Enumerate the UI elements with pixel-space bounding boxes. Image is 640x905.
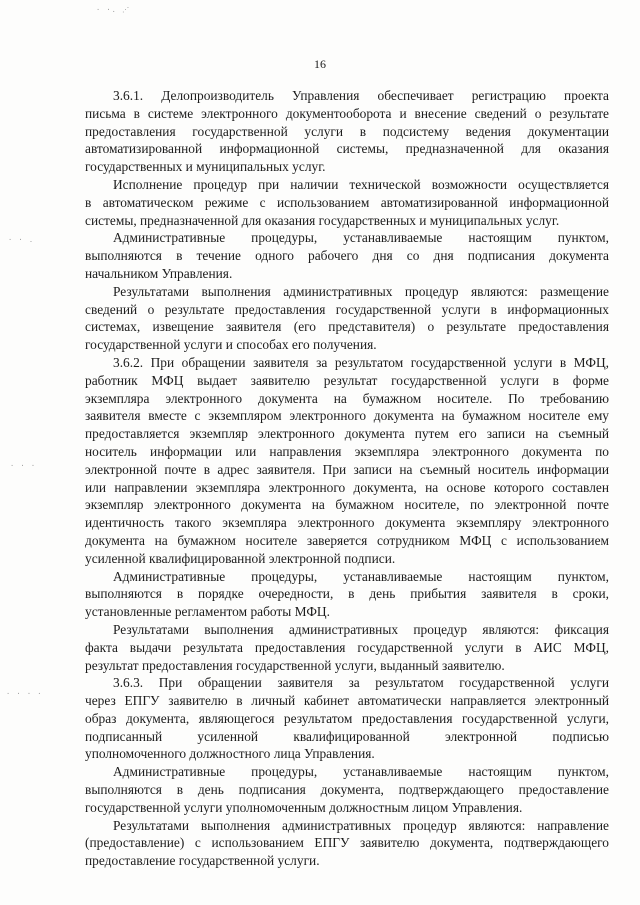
text-line: системах, извещение заявителя (его представителя) о результате предоставления xyxy=(85,319,609,335)
paragraph xyxy=(85,87,609,176)
scan-artifact: · · · xyxy=(10,462,37,470)
text-line: факта выдачи результата предоставления государственной услуги в АИС МФЦ, xyxy=(85,639,609,655)
text-line: Результатами выполнения административных процедур являются: размещение xyxy=(113,283,609,299)
text-line: выполняются в день подписания документа, подтверждающего предоставление xyxy=(85,782,609,798)
text-line: выполняются в порядке очередности, в день прибытия заявителя в сроки, xyxy=(85,586,609,602)
paragraph xyxy=(85,674,609,763)
scan-artifact: · · . xyxy=(8,236,35,244)
text-line: или направлении экземпляра электронного документа, на основе которого составлен xyxy=(85,479,609,495)
text-line: предоставления государственной услуги в подсистему ведения документации xyxy=(85,123,609,139)
paragraph xyxy=(85,229,609,282)
text-line: документа на бумажном носителе заверяется сотрудником МФЦ с использованием xyxy=(85,532,609,548)
scan-artifact: · ·. ⋰ xyxy=(96,6,131,14)
page-number: 16 xyxy=(314,57,326,71)
text-line: 3.6.2. При обращении заявителя за результатом государственной услуги в МФЦ, xyxy=(113,354,609,370)
text-line: системы, предназначенной для оказания государственных и муниципальных услуг. xyxy=(85,212,560,228)
paragraph xyxy=(85,354,609,568)
paragraph xyxy=(85,176,609,229)
text-line: предоставляется экземпляр электронного документа путем его записи на съемный xyxy=(85,426,609,442)
scan-artifact: · · · · xyxy=(6,690,43,698)
text-line: сведений о результате предоставления государственной услуги в информационных xyxy=(85,301,609,317)
paragraph xyxy=(85,283,609,354)
text-line: экземпляр электронного документа на бумажном носителе, по электронной почте xyxy=(85,497,609,513)
text-line: 3.6.3. При обращении заявителя за результатом государственной услуги xyxy=(113,675,609,691)
text-line: идентичность такого экземпляра электронного документа экземпляру электронного xyxy=(85,515,609,531)
text-line: предоставление государственной услуги. xyxy=(85,853,320,869)
text-line: начальником Управления. xyxy=(85,265,233,281)
document-body xyxy=(85,87,609,870)
text-line: образ документа, являющегося результатом предоставления государственной услуги, xyxy=(85,710,609,726)
text-line: установленные регламентом работы МФЦ. xyxy=(85,604,330,620)
text-line: письма в системе электронного документооборота и внесение сведений о результате xyxy=(85,105,609,121)
text-line: государственной услуги и способах его получения. xyxy=(85,337,377,353)
text-line: 3.6.1. Делопроизводитель Управления обеспечивает регистрацию проекта xyxy=(113,88,609,103)
text-line: усиленной квалифицированной электронной подписи. xyxy=(85,550,396,566)
text-line: в автоматическом режиме с использованием автоматизированной информационной xyxy=(85,194,609,210)
text-line: Результатами выполнения административных процедур являются: направление xyxy=(113,817,609,833)
text-line: носитель информации или направления экземпляра электронного документа по xyxy=(85,443,609,459)
text-line: государственных и муниципальных услуг. xyxy=(85,159,326,175)
text-line: экземпляра электронного документа на бумажном носителе. По требованию xyxy=(85,390,609,406)
paragraph xyxy=(85,763,609,816)
text-line: электронной почте в адрес заявителя. При записи на съемный носитель информации xyxy=(85,461,609,477)
text-line: Исполнение процедур при наличии технической возможности осуществляется xyxy=(113,176,609,192)
text-line: работник МФЦ выдает заявителю результат государственной услуги в форме xyxy=(85,372,609,388)
text-line: выполняются в течение одного рабочего дня со дня подписания документа xyxy=(85,248,609,264)
text-line: заявителя вместе с экземпляром электронного документа на бумажном носителе ему xyxy=(85,408,609,424)
text-line: Результатами выполнения административных процедур являются: фиксация xyxy=(113,621,609,637)
text-line: автоматизированной информационной системы, предназначенной для оказания xyxy=(85,141,609,157)
paragraph xyxy=(85,568,609,621)
text-line: (предоставление) с использованием ЕПГУ заявителю документа, подтверждающего xyxy=(85,835,609,851)
paragraph xyxy=(85,621,609,674)
text-line: государственной услуги уполномоченным должностным лицом Управления. xyxy=(85,799,523,815)
text-line: Административные процедуры, устанавливаемые настоящим пунктом, xyxy=(113,230,609,246)
text-line: результат предоставления государственной услуги, выданный заявителю. xyxy=(85,657,505,673)
text-line: уполномоченного должностного лица Управления. xyxy=(85,746,375,762)
text-line: подписанный усиленной квалифицированной электронной подписью xyxy=(85,728,609,744)
text-line: через ЕПГУ заявителю в личный кабинет автоматически направляется электронный xyxy=(85,693,609,709)
text-line: Административные процедуры, устанавливаемые настоящим пунктом, xyxy=(113,764,609,780)
paragraph xyxy=(85,817,609,870)
text-line: Административные процедуры, устанавливаемые настоящим пунктом, xyxy=(113,568,609,584)
